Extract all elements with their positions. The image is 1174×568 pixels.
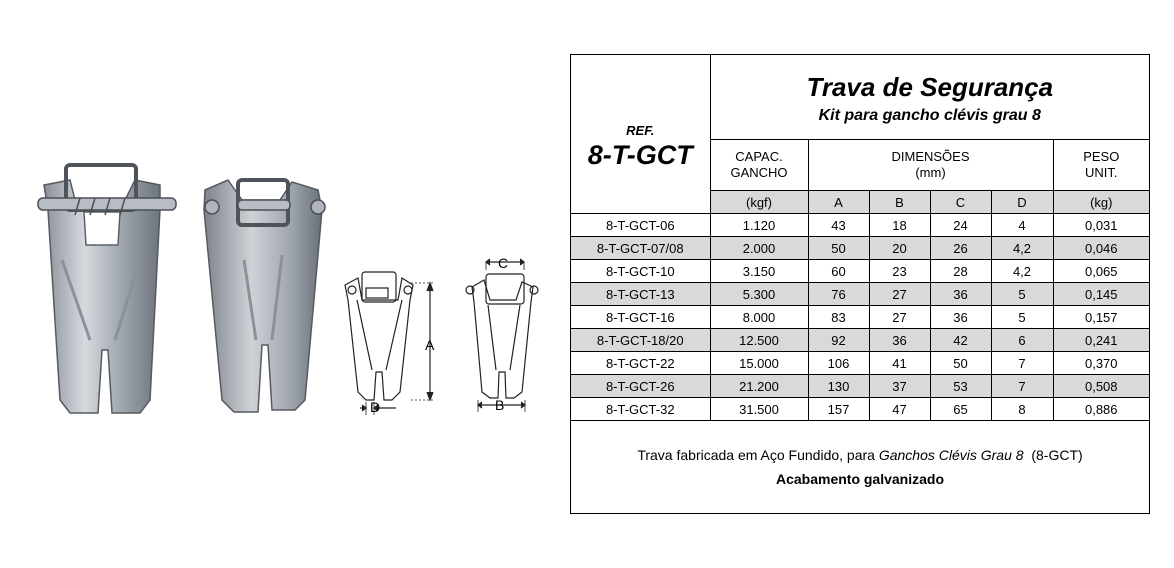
col-dimensoes: DIMENSÕES (mm) — [808, 140, 1053, 191]
row-cell: 60 — [808, 260, 869, 283]
row-cell: 36 — [869, 329, 930, 352]
title-cell — [710, 55, 1149, 140]
row-cell: 42 — [930, 329, 991, 352]
dimension-drawing-side — [466, 259, 538, 412]
row-cell: 0,370 — [1053, 352, 1149, 375]
row-code: 8-T-GCT-13 — [571, 283, 710, 306]
row-cell: 15.000 — [710, 352, 808, 375]
row-cell: 3.150 — [710, 260, 808, 283]
spec-table-panel — [570, 54, 1150, 514]
row-cell: 92 — [808, 329, 869, 352]
row-code: 8-T-GCT-32 — [571, 398, 710, 421]
row-cell: 27 — [869, 283, 930, 306]
unit-a: A — [808, 191, 869, 214]
row-cell: 0,157 — [1053, 306, 1149, 329]
row-cell: 0,046 — [1053, 237, 1149, 260]
row-cell: 27 — [869, 306, 930, 329]
row-code: 8-T-GCT-18/20 — [571, 329, 710, 352]
table-row — [571, 375, 1149, 398]
row-cell: 4,2 — [991, 260, 1053, 283]
col-capac: CAPAC. GANCHO — [710, 140, 808, 191]
row-cell: 26 — [930, 237, 991, 260]
ref-code: 8-T-GCT — [587, 140, 693, 170]
latch-photo-front — [38, 165, 176, 413]
row-cell: 12.500 — [710, 329, 808, 352]
row-cell: 4,2 — [991, 237, 1053, 260]
table-row — [571, 352, 1149, 375]
row-cell: 20 — [869, 237, 930, 260]
row-cell: 4 — [991, 214, 1053, 237]
dim-label-b: B — [495, 397, 505, 413]
table-row — [571, 398, 1149, 421]
dim-label-d: D — [370, 399, 381, 415]
page-subtitle: Kit para gancho clévis grau 8 — [818, 106, 1041, 124]
row-cell: 18 — [869, 214, 930, 237]
row-cell: 21.200 — [710, 375, 808, 398]
row-cell: 8 — [991, 398, 1053, 421]
row-cell: 43 — [808, 214, 869, 237]
dim-label-c: C — [498, 255, 509, 271]
ref-cell — [571, 55, 710, 214]
row-cell: 0,508 — [1053, 375, 1149, 398]
row-cell: 36 — [930, 306, 991, 329]
row-cell: 36 — [930, 283, 991, 306]
row-cell: 47 — [869, 398, 930, 421]
row-cell: 28 — [930, 260, 991, 283]
col-peso: PESO UNIT. — [1053, 140, 1149, 191]
row-cell: 50 — [930, 352, 991, 375]
row-code: 8-T-GCT-22 — [571, 352, 710, 375]
table-row — [571, 237, 1149, 260]
row-code: 8-T-GCT-16 — [571, 306, 710, 329]
row-cell: 83 — [808, 306, 869, 329]
table-row — [571, 214, 1149, 237]
row-cell: 1.120 — [710, 214, 808, 237]
unit-b: B — [869, 191, 930, 214]
row-cell: 157 — [808, 398, 869, 421]
table-row — [571, 260, 1149, 283]
dim-label-a: A — [425, 337, 435, 353]
row-cell: 0,031 — [1053, 214, 1149, 237]
spec-table — [571, 55, 1149, 421]
row-cell: 76 — [808, 283, 869, 306]
row-cell: 24 — [930, 214, 991, 237]
row-cell: 130 — [808, 375, 869, 398]
row-cell: 106 — [808, 352, 869, 375]
table-row — [571, 283, 1149, 306]
row-cell: 65 — [930, 398, 991, 421]
row-cell: 7 — [991, 375, 1053, 398]
row-code: 8-T-GCT-10 — [571, 260, 710, 283]
unit-kg: (kg) — [1053, 191, 1149, 214]
product-note — [571, 447, 1149, 487]
row-cell: 8.000 — [710, 306, 808, 329]
row-cell: 6 — [991, 329, 1053, 352]
spec-rows — [571, 214, 1149, 421]
row-cell: 31.500 — [710, 398, 808, 421]
table-row — [571, 329, 1149, 352]
row-cell: 37 — [869, 375, 930, 398]
row-cell: 7 — [991, 352, 1053, 375]
unit-kgf: (kgf) — [710, 191, 808, 214]
row-cell: 0,145 — [1053, 283, 1149, 306]
row-cell: 5 — [991, 283, 1053, 306]
row-cell: 0,241 — [1053, 329, 1149, 352]
row-code: 8-T-GCT-26 — [571, 375, 710, 398]
row-cell: 50 — [808, 237, 869, 260]
row-code: 8-T-GCT-06 — [571, 214, 710, 237]
page-title: Trava de Segurança — [806, 71, 1054, 102]
note-line-2: Acabamento galvanizado — [775, 471, 945, 487]
table-row — [571, 306, 1149, 329]
row-cell: 5.300 — [710, 283, 808, 306]
unit-d: D — [991, 191, 1053, 214]
row-cell: 5 — [991, 306, 1053, 329]
row-code: 8-T-GCT-07/08 — [571, 237, 710, 260]
row-cell: 0,065 — [1053, 260, 1149, 283]
row-cell: 53 — [930, 375, 991, 398]
dimension-drawing-front — [345, 272, 434, 415]
product-illustrations — [0, 0, 560, 568]
row-cell: 0,886 — [1053, 398, 1149, 421]
note-line-1: Trava fabricada em Aço Fundido, para Ganchos Clévis Grau 8 (8-GCT) — [637, 447, 1083, 463]
row-cell: 23 — [869, 260, 930, 283]
unit-c: C — [930, 191, 991, 214]
row-cell: 41 — [869, 352, 930, 375]
row-cell: 2.000 — [710, 237, 808, 260]
ref-label: REF. — [626, 123, 655, 138]
latch-photo-side — [204, 180, 325, 412]
